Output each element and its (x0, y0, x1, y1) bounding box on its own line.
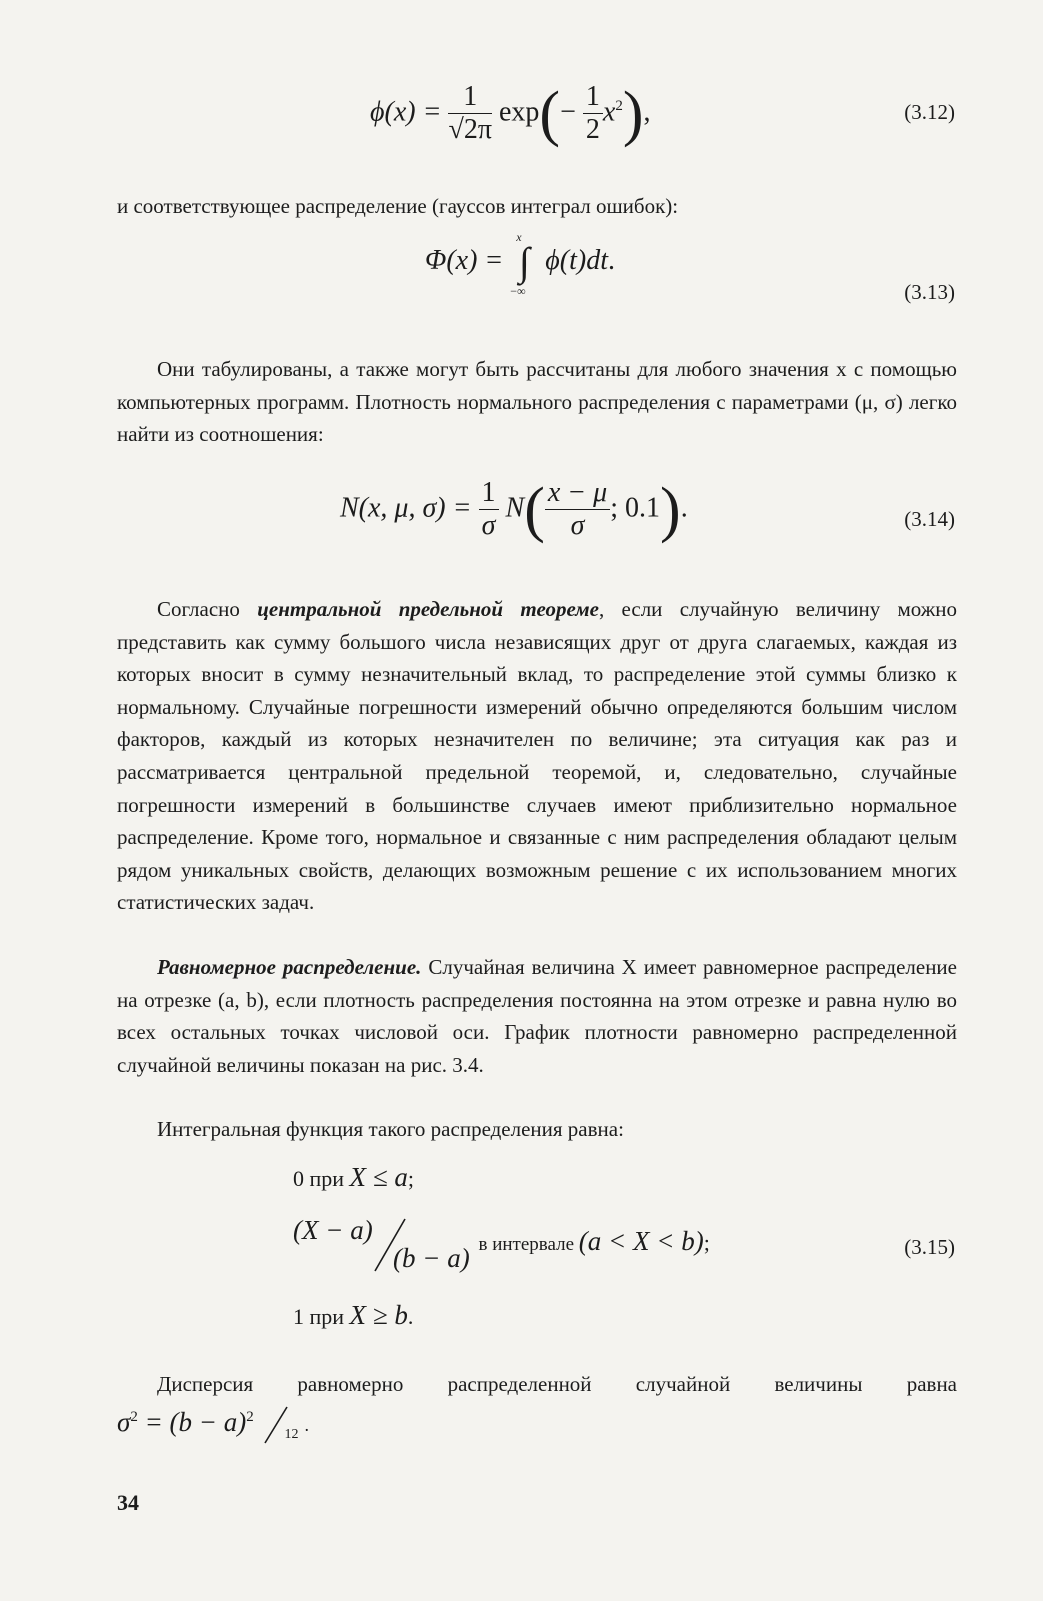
integral-symbol: ∫ (518, 239, 530, 284)
eq-3-15-case-2 (293, 1215, 710, 1275)
integral-lower-limit: −∞ (510, 284, 526, 298)
clt-rest: , если случайную величину можно представить как сумму большого числа независящих друг от друга слагаемых, каждая из которых вносит в сумму незначительный вклад, то распределение этой суммы близко к нормальному. Случайные погрешности измерений обычно определяются большим числом факторов, каждый из которых незначителен по величине; эта ситуация как раз и рассматривается центральной предельной теоремой, и, следовательно, случайные погрешности измерений в большинстве случаев имеют приблизительно нормальное распределение. Кроме того, нормальное и связанные с ним распределения обладают целым рядом уникальных свойств, делающих возможным решение с их использованием многих статистических задач. (117, 597, 957, 915)
case-1-math: X ≤ a (349, 1162, 408, 1192)
left-paren: ( (539, 80, 561, 148)
equation-3-13 (425, 230, 615, 298)
variance-tail: . (304, 1415, 309, 1436)
clt-lead: Согласно (157, 597, 258, 621)
eq-3-14-func: N (505, 492, 525, 524)
case-2-denominator: (b − a) (393, 1243, 470, 1273)
paragraph-variance: Дисперсия равномерно распределенной случайной величины равна (157, 1372, 957, 1396)
eq-3-12-sign: − (560, 96, 576, 128)
eq-3-13-tail: . (608, 244, 615, 276)
uniform-term: Равномерное распределение. (157, 955, 422, 979)
integral-sign (510, 230, 538, 298)
eq-3-14-numerator: 1 (479, 478, 499, 510)
variance-formula (117, 1405, 309, 1445)
case-1-tail: ; (407, 1166, 414, 1191)
eq-3-14-lhs: N(x, μ, σ) = (340, 492, 472, 524)
paragraph-uniform (117, 951, 957, 1081)
left-paren: ( (524, 476, 545, 544)
eq-3-14-inner-den: σ (570, 509, 585, 541)
eq-3-12-exp: 2 (615, 98, 623, 115)
paragraph-clt (117, 593, 957, 919)
uniform-rest: Случайная величина X имеет равномерное распределение на отрезке (a, b), если плотность распределения постоянна на этом отрезке и равна нулю во всех остальных точках числовой оси. График плотности равномерно распределенной случайной величины показан на рис. 3.4. (117, 955, 957, 1077)
eq-3-15-case-3 (293, 1300, 413, 1331)
variance-rhs: = (b − a) (137, 1407, 247, 1438)
equation-3-12 (370, 82, 650, 146)
page-number: 34 (117, 1490, 139, 1515)
case-3-text: 1 при (293, 1304, 350, 1329)
eq-3-12-inner-den: 2 (585, 113, 600, 145)
case-2-text: в интервале (478, 1234, 579, 1256)
right-paren: ) (660, 476, 681, 544)
eq-3-14-fraction (479, 478, 499, 542)
variance-sigma: σ (117, 1407, 131, 1438)
case-2-tail: ; (703, 1230, 710, 1256)
equation-number-3-13: (3.13) (904, 280, 955, 304)
eq-3-12-func: exp (498, 96, 540, 128)
eq-3-12-var: x (602, 96, 616, 128)
case-3-tail: . (407, 1304, 414, 1329)
eq-3-12-denominator: √2π (448, 113, 492, 145)
eq-3-12-tail: , (643, 96, 651, 128)
variance-denominator: 12 (284, 1427, 299, 1442)
eq-3-14-denominator: σ (481, 509, 496, 541)
integral-upper-limit: x (516, 230, 522, 244)
variance-sigma-exp: 2 (130, 1409, 138, 1426)
eq-3-13-lhs: Φ(x) = (425, 244, 504, 276)
case-2-numerator: (X − a) (293, 1215, 373, 1245)
case-2-slash-fraction (293, 1215, 473, 1275)
paragraph-integral-function: Интегральная функция такого распределения равна: (157, 1117, 624, 1141)
clt-term: центральной предельной теореме (257, 597, 599, 621)
eq-3-14-tail: . (680, 492, 688, 524)
eq-3-14-inner-rest: ; 0.1 (610, 492, 661, 524)
eq-3-12-fraction (448, 82, 492, 146)
equation-number-3-14: (3.14) (904, 507, 955, 531)
paragraph-gauss-intro: и соответствующее распределение (гауссов интеграл ошибок): (117, 194, 679, 218)
variance-slash-fraction (261, 1405, 305, 1445)
paragraph-tabulated: Они табулированы, а также могут быть рассчитаны для любого значения x с помощью компьютерных программ. Плотность нормального распределения с параметрами (μ, σ) легко найти из соотношения: (117, 357, 957, 447)
eq-3-12-numerator: 1 (448, 82, 492, 114)
eq-3-14-inner-fraction (545, 478, 610, 542)
equation-number-3-12: (3.12) (904, 100, 955, 124)
case-2-math: (a < X < b) (578, 1226, 704, 1257)
eq-3-12-lhs: ϕ(x) = (370, 96, 442, 128)
eq-3-15-case-1 (293, 1162, 414, 1193)
equation-3-14 (340, 478, 688, 542)
right-paren: ) (622, 80, 644, 148)
eq-3-12-inner-num: 1 (583, 82, 603, 114)
case-3-math: X ≥ b (349, 1300, 408, 1330)
variance-rhs-exp: 2 (246, 1409, 254, 1426)
eq-3-14-inner-num: x − μ (545, 478, 610, 510)
equation-number-3-15: (3.15) (904, 1235, 955, 1259)
eq-3-12-inner-fraction (583, 82, 603, 146)
eq-3-13-integrand: ϕ(t)dt (545, 244, 608, 276)
case-1-text: 0 при (293, 1166, 350, 1191)
